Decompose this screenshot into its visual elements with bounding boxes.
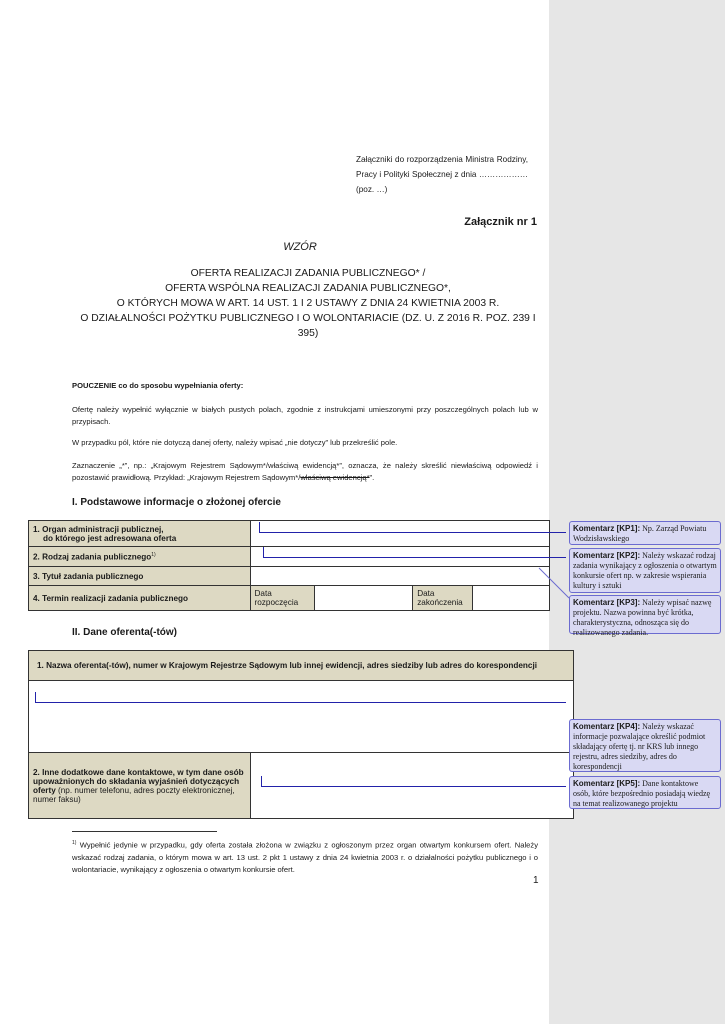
comment-kp3-text: Należy wpisać nazwę projektu. Nazwa powinna być krótka, charakterystyczna, odnosząca się do realizowanego zadania.: [573, 598, 712, 637]
footnote-number: 1): [72, 840, 77, 846]
page-number: 1: [533, 875, 539, 886]
comment-kp2[interactable]: [569, 548, 721, 593]
organ-label-line-2: do którego jest adresowana oferta: [43, 533, 177, 543]
task-term-label: 4. Termin realizacji zadania publicznego: [29, 586, 251, 611]
section-2-heading: II. Dane oferenta(-tów): [72, 627, 178, 638]
comment-kp4[interactable]: [569, 719, 721, 772]
task-title-label: 3. Tytuł zadania publicznego: [29, 567, 251, 586]
footnote: [72, 837, 538, 876]
comment-kp1-tag: Komentarz [KP1]:: [573, 524, 641, 533]
footnote-separator: [72, 831, 217, 832]
instructions-paragraph-2: W przypadku pól, które nie dotyczą danej oferty, należy wpisać „nie dotyczy” lub przekreślić pole.: [72, 438, 398, 447]
end-date-label: Data zakończenia: [413, 586, 473, 611]
contact-label-text: 2. Inne dodatkowe dane kontaktowe, w tym dane osób upoważnionych do składania wyjaśnień dotyczących oferty: [33, 767, 244, 795]
regulation-header-note: Załączniki do rozporządzenia Ministra Rodziny, Pracy i Polityki Społecznej z dnia ……………… (poz. …): [356, 155, 528, 194]
connector-kp3: [539, 568, 569, 598]
organ-label-line-1: 1. Organ administracji publicznej,: [33, 524, 164, 534]
comment-kp4-text: Należy wskazać informacje pozwalające określić podmiot składający ofertę tj. nr KRS lub innego rejestru, adres siedziby, adres do korespondencji: [573, 722, 706, 771]
comment-kp3[interactable]: [569, 595, 721, 637]
comment-kp3-tag: Komentarz [KP3]:: [573, 598, 641, 607]
title-line-3: O KTÓRYCH MOWA W ART. 14 UST. 1 I 2 USTAWY Z DNIA 24 KWIETNIA 2003 R.: [116, 298, 500, 309]
comment-kp1[interactable]: [569, 521, 721, 545]
instructions-heading: POUCZENIE co do sposobu wypełniania oferty:: [72, 381, 244, 390]
comment-kp2-text: Należy wskazać rodzaj zadania wynikający z ogłoszenia o otwartym konkursie ofert np. w zakresie wspierania kultury i sztuki: [573, 551, 717, 590]
attachment-label: Załącznik nr 1: [464, 216, 537, 228]
comment-kp2-tag: Komentarz [KP2]:: [573, 551, 641, 560]
comment-kp1-text: Np. Zarząd Powiatu Wodzisławskiego: [573, 524, 707, 543]
footnote-mark: 1): [151, 551, 156, 558]
instructions-paragraph-3-text: Zaznaczenie „*”, np.: „Krajowym Rejestrem Sądowym*/właściwą ewidencją*”, oznacza, że należy skreślić niewłaściwą odpowiedź i pozostawić prawidłową. Przykład: „Krajowym Rejestrem Sądowym*/: [72, 461, 538, 482]
contact-label-sub: (np. numer telefonu, adres poczty elektronicznej, numer faksu): [33, 785, 235, 804]
title-line-2: OFERTA WSPÓLNA REALIZACJI ZADANIA PUBLICZNEGO*,: [165, 283, 451, 294]
instructions-paragraph-3-end: ”.: [369, 473, 375, 482]
start-date-label: Data rozpoczęcia: [250, 586, 315, 611]
instructions-paragraph-1: Ofertę należy wypełnić wyłącznie w białych pustych polach, zgodnie z instrukcjami umieszonymi przy poszczególnych polach lub w przypisach.: [72, 405, 538, 426]
footnote-text: Wypełnić jedynie w przypadku, gdy oferta została złożona w związku z ogłoszonym przez organ otwartym konkursem ofert. Należy wskazać rodzaj zadania, o którym mowa w art. 13 ust. 2 pkt 1 ustawy z dnia 24 kwietnia 2003 r. o działalności pożytku publicznego i o wolontariacie, wynikający z ogłoszenia o otwartym konkursie ofert.: [72, 840, 538, 874]
struck-example: właściwą ewidencją*: [300, 473, 370, 482]
comment-kp5[interactable]: [569, 776, 721, 809]
template-label: WZÓR: [283, 241, 317, 253]
section-1-heading: I. Podstawowe informacje o złożonej ofercie: [72, 497, 281, 508]
comment-kp5-tag: Komentarz [KP5]:: [573, 779, 641, 788]
title-line-4: O DZIAŁALNOŚCI POŻYTKU PUBLICZNEGO I O WOLONTARIACIE (DZ. U. Z 2016 R. POZ. 239 I 395): [80, 313, 536, 339]
offeror-name-label: 1. Nazwa oferenta(-tów), numer w Krajowym Rejestrze Sądowym lub innej ewidencji, adres siedziby lub adres do korespondencji: [29, 651, 574, 681]
comment-kp4-tag: Komentarz [KP4]:: [573, 722, 641, 731]
title-line-1: OFERTA REALIZACJI ZADANIA PUBLICZNEGO* /: [190, 268, 426, 279]
task-type-label-text: 2. Rodzaj zadania publicznego: [33, 552, 152, 562]
comment-kp5-text: Dane kontaktowe osób, które bezpośrednio posiadają wiedzę na temat realizowanego projektu: [573, 779, 711, 808]
